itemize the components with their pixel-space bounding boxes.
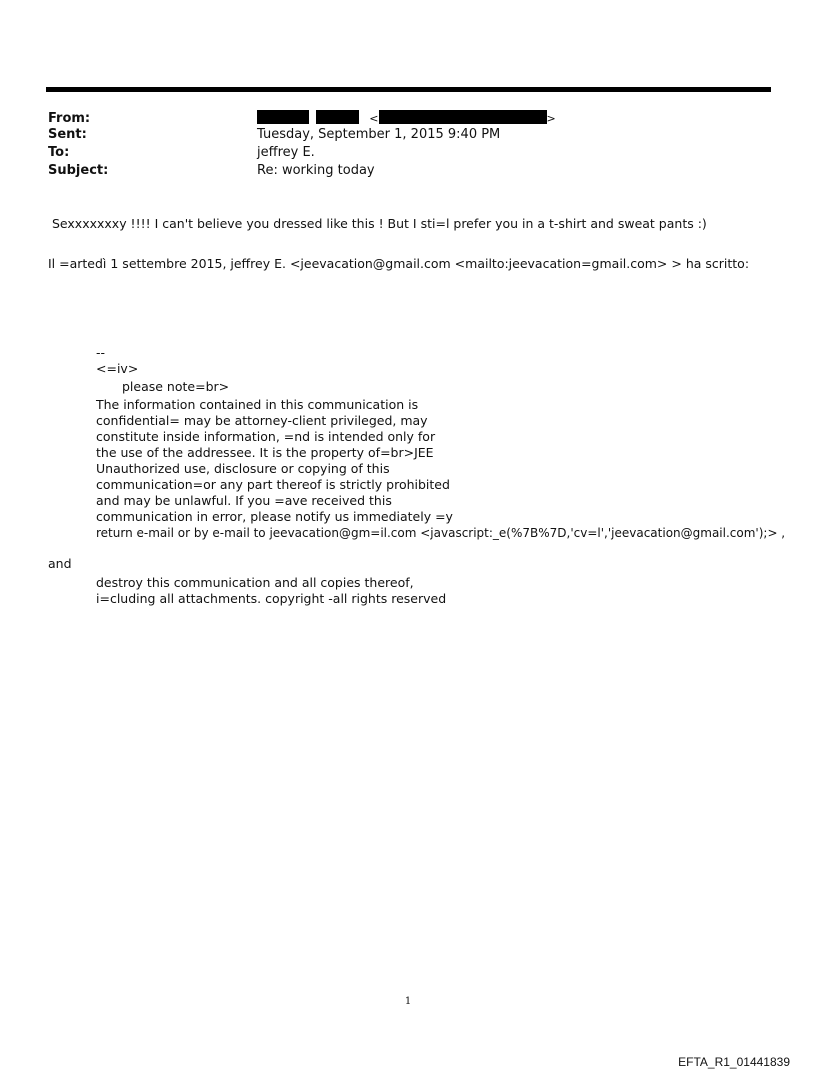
redaction-bar bbox=[379, 110, 547, 124]
signature-line: confidential= may be attorney-client privileged, may bbox=[96, 413, 428, 428]
signature-line: return e-mail or by e-mail to jeevacation@gm=il.com <javascript:_e(%7B%7D,'cv=l','jeevacation@gmail.com');> , bbox=[96, 526, 786, 540]
body-line-2: Il =artedì 1 settembre 2015, jeffrey E. <jeevacation@gmail.com <mailto:jeevacation=gmail.com> > ha scritto: bbox=[48, 256, 750, 271]
signature-div: <=iv> bbox=[96, 361, 139, 376]
sent-value: Tuesday, September 1, 2015 9:40 PM bbox=[257, 127, 501, 142]
signature-line: communication=or any part thereof is strictly prohibited bbox=[96, 477, 450, 492]
signature-note: please note=br> bbox=[122, 379, 230, 394]
signature-line: communication in error, please notify us immediately =y bbox=[96, 509, 453, 524]
sent-label: Sent: bbox=[48, 127, 87, 142]
header-rule bbox=[46, 87, 771, 92]
signature-line: the use of the addressee. It is the property of=br>JEE bbox=[96, 445, 434, 460]
signature-line: Unauthorized use, disclosure or copying of this bbox=[96, 461, 390, 476]
from-label: From: bbox=[48, 111, 91, 126]
page-number: 1 bbox=[404, 996, 412, 1007]
body-line-1: Sexxxxxxxy !!!! I can't believe you dressed like this ! But I sti=l prefer you in a t-shirt and sweat pants :) bbox=[52, 216, 707, 231]
redaction-bar bbox=[316, 110, 359, 124]
signature-line: destroy this communication and all copies thereof, bbox=[96, 575, 414, 590]
signature-line: and may be unlawful. If you =ave received this bbox=[96, 493, 392, 508]
signature-wrap: and bbox=[48, 556, 72, 571]
redaction-bar bbox=[257, 110, 309, 124]
document-id: EFTA_R1_01441839 bbox=[678, 1055, 790, 1069]
subject-value: Re: working today bbox=[257, 163, 375, 178]
to-label: To: bbox=[48, 145, 70, 160]
from-close-bracket: > bbox=[546, 112, 556, 125]
subject-label: Subject: bbox=[48, 163, 109, 178]
from-open-bracket: < bbox=[369, 112, 379, 125]
signature-line: The information contained in this communication is bbox=[96, 397, 419, 412]
signature-dashes: -- bbox=[96, 345, 106, 360]
to-value: jeffrey E. bbox=[257, 145, 315, 160]
signature-line: i=cluding all attachments. copyright -all rights reserved bbox=[96, 591, 447, 606]
signature-line: constitute inside information, =nd is intended only for bbox=[96, 429, 436, 444]
